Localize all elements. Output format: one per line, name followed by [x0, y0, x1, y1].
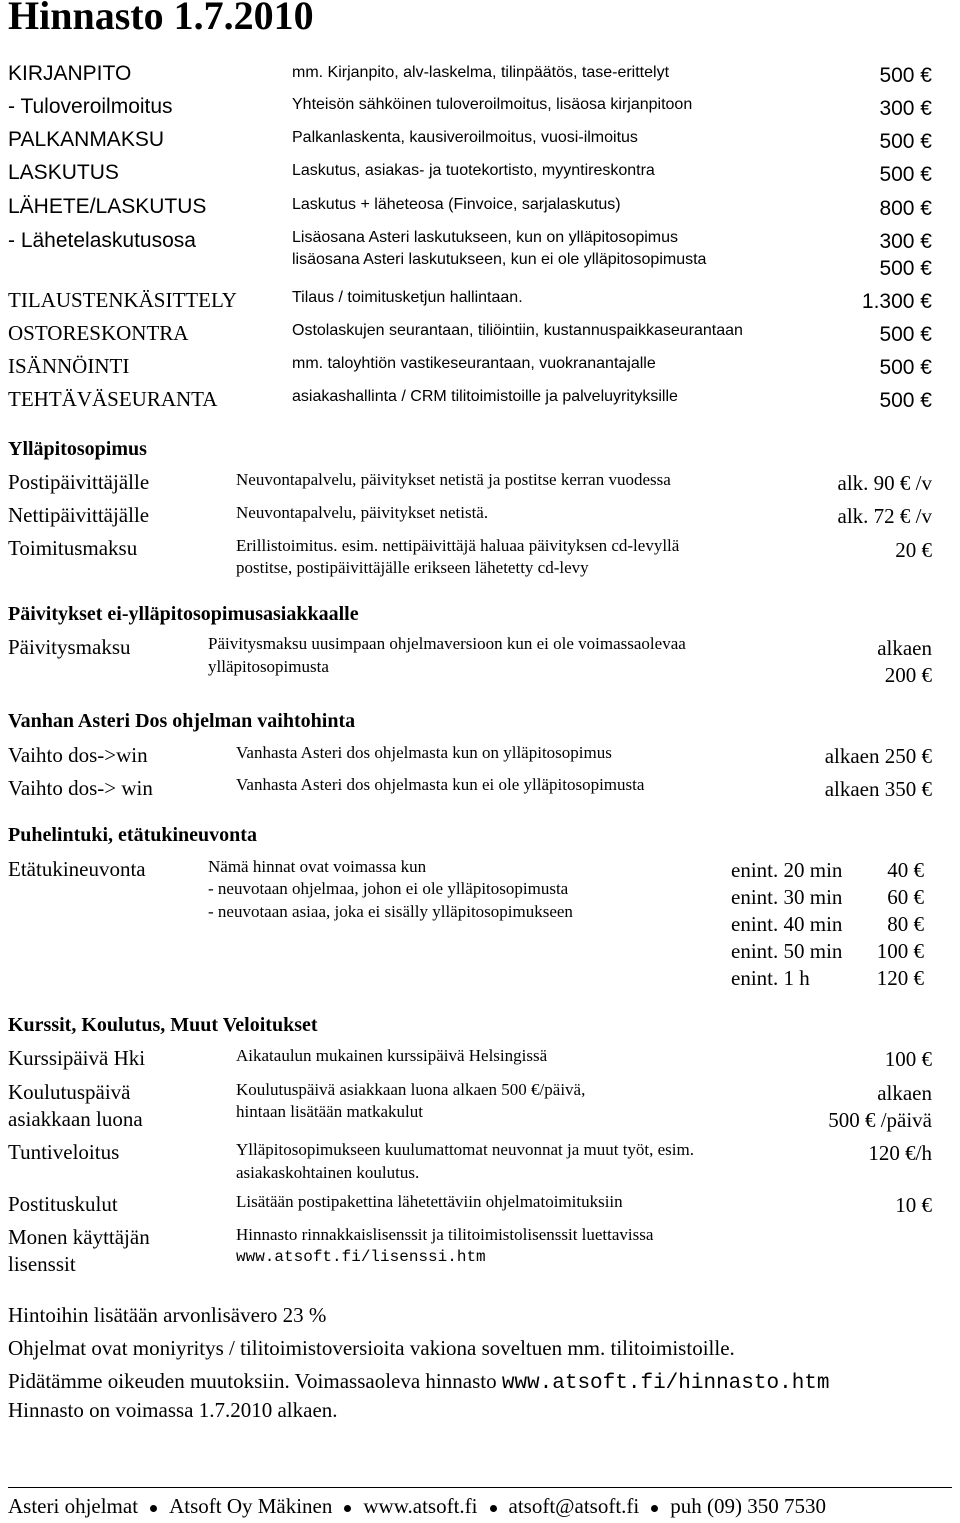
bullet-icon — [150, 1505, 157, 1512]
valid-note: Hinnasto on voimassa 1.7.2010 alkaen. — [8, 1398, 338, 1422]
service-price: 300 € — [879, 230, 932, 253]
tier-time: enint. 30 min — [731, 885, 843, 909]
bullet-icon — [490, 1505, 497, 1512]
license-link[interactable]: www.atsoft.fi/lisenssi.htm — [236, 1248, 486, 1266]
service-price: 500 € — [879, 323, 932, 346]
footer-divider — [8, 1487, 952, 1488]
row-desc: Aikataulun mukainen kurssipäivä Helsingissä — [236, 1046, 548, 1065]
row-desc: Vanhasta Asteri dos ohjelmasta kun ei ole ylläpitosopimusta — [236, 775, 645, 794]
row-label: Etätukineuvonta — [8, 857, 146, 881]
row-label: Postituskulut — [8, 1192, 118, 1216]
row-label: Vaihto dos->win — [8, 743, 148, 767]
footer-phone: puh (09) 350 7530 — [670, 1494, 826, 1518]
service-desc: asiakashallinta / CRM tilitoimistoille ja palveluyrityksille — [292, 388, 678, 405]
service-price: 500 € — [879, 130, 932, 153]
service-label: TEHTÄVÄSEURANTA — [8, 387, 218, 411]
row-label: Toimitusmaksu — [8, 536, 138, 560]
row-desc: Päivitysmaksu uusimpaan ohjelmaversioon kun ei ole voimassaolevaa — [208, 634, 686, 653]
row-label: asiakkaan luona — [8, 1107, 143, 1131]
service-desc: Laskutus, asiakas- ja tuotekortisto, myyntireskontra — [292, 162, 655, 179]
row-desc: Nämä hinnat ovat voimassa kun — [208, 857, 427, 876]
tier-price: 100 € — [876, 939, 924, 963]
service-desc: mm. Kirjanpito, alv-laskelma, tilinpäätös, tase-erittelyt — [292, 64, 670, 81]
footer-email-link[interactable]: atsoft@atsoft.fi — [508, 1494, 640, 1518]
service-price: 500 € — [879, 64, 932, 87]
row-price: alk. 72 € /v — [837, 504, 932, 528]
section-heading: Ylläpitosopimus — [8, 438, 147, 460]
row-price: 500 € /päivä — [828, 1108, 932, 1132]
row-desc: Koulutuspäivä asiakkaan luona alkaen 500 €/päivä, — [236, 1080, 586, 1099]
service-label: KIRJANPITO — [8, 62, 132, 85]
row-price: 100 € — [884, 1047, 932, 1071]
row-price: alkaen 250 € — [824, 744, 932, 768]
row-desc: - neuvotaan ohjelmaa, johon ei ole ylläpitosopimusta — [208, 879, 569, 898]
footer-item: Asteri ohjelmat — [8, 1494, 139, 1518]
row-label: lisenssit — [8, 1252, 76, 1276]
service-desc: Tilaus / toimitusketjun hallintaan. — [292, 289, 523, 306]
row-label: Vaihto dos-> win — [8, 776, 153, 800]
row-label: Postipäivittäjälle — [8, 470, 150, 494]
row-desc: postitse, postipäivittäjälle erikseen lähetetty cd-levy — [236, 558, 589, 577]
tier-time: enint. 1 h — [731, 966, 810, 990]
row-price: alk. 90 € /v — [837, 471, 932, 495]
row-price: alkaen — [877, 1081, 932, 1105]
service-desc: mm. taloyhtiön vastikeseurantaan, vuokranantajalle — [292, 355, 656, 372]
tier-time: enint. 40 min — [731, 912, 843, 936]
service-price: 300 € — [879, 97, 932, 120]
row-label: Tuntiveloitus — [8, 1140, 120, 1164]
service-desc: Palkanlaskenta, kausiveroilmoitus, vuosi-ilmoitus — [292, 129, 638, 146]
row-price: alkaen — [877, 636, 932, 660]
tier-price: 40 € — [887, 858, 924, 882]
row-price: 120 €/h — [868, 1141, 932, 1165]
row-price: 10 € — [895, 1193, 932, 1217]
service-price: 500 € — [879, 389, 932, 412]
tier-time: enint. 50 min — [731, 939, 843, 963]
row-desc: ylläpitosopimusta — [208, 657, 329, 676]
service-label: - Lähetelaskutusosa — [8, 229, 196, 252]
service-price: 500 € — [879, 356, 932, 379]
row-desc: Ylläpitosopimukseen kuulumattomat neuvonnat ja muut työt, esim. — [236, 1140, 694, 1159]
row-label: Koulutuspäivä — [8, 1080, 131, 1104]
service-label: - Tuloveroilmoitus — [8, 95, 173, 118]
row-label: Monen käyttäjän — [8, 1225, 150, 1249]
service-label: OSTORESKONTRA — [8, 321, 189, 345]
vat-note: Hintoihin lisätään arvonlisävero 23 % — [8, 1303, 327, 1327]
row-label: Kurssipäivä Hki — [8, 1046, 146, 1070]
service-desc: lisäosana Asteri laskutukseen, kun ei ole ylläpitosopimusta — [292, 251, 707, 268]
rights-text: Pidätämme oikeuden muutoksiin. Voimassaoleva hinnasto — [8, 1369, 502, 1393]
service-label: LÄHETE/LASKUTUS — [8, 195, 207, 218]
pricelist-link[interactable]: www.atsoft.fi/hinnasto.htm — [501, 1372, 830, 1395]
service-label: ISÄNNÖINTI — [8, 354, 130, 378]
service-price: 500 € — [879, 257, 932, 280]
service-label: TILAUSTENKÄSITTELY — [8, 288, 237, 312]
row-desc: Lisätään postipakettina lähetettäviin ohjelmatoimituksiin — [236, 1192, 623, 1211]
row-desc: Erillistoimitus. esim. nettipäivittäjä haluaa päivityksen cd-levyllä — [236, 536, 680, 555]
row-label: Nettipäivittäjälle — [8, 503, 150, 527]
service-desc: Ostolaskujen seurantaan, tiliöintiin, kustannuspaikkaseurantaan — [292, 322, 743, 339]
row-label: Päivitysmaksu — [8, 635, 131, 659]
section-heading: Kurssit, Koulutus, Muut Veloitukset — [8, 1014, 318, 1036]
row-price: 200 € — [884, 663, 932, 687]
bullet-icon — [344, 1505, 351, 1512]
row-desc: asiakaskohtainen koulutus. — [236, 1163, 420, 1182]
page-title: Hinnasto 1.7.2010 — [8, 0, 314, 38]
row-desc: - neuvotaan asiaa, joka ei sisälly ylläpitosopimukseen — [208, 902, 573, 921]
tier-price: 80 € — [887, 912, 924, 936]
bullet-icon — [651, 1505, 658, 1512]
footer-item: Atsoft Oy Mäkinen — [169, 1494, 333, 1518]
section-heading: Vanhan Asteri Dos ohjelman vaihtohinta — [8, 710, 356, 732]
versions-note: Ohjelmat ovat moniyritys / tilitoimistoversioita vakiona soveltuen mm. tilitoimistoille. — [8, 1336, 735, 1360]
service-desc: Yhteisön sähköinen tuloveroilmoitus, lisäosa kirjanpitoon — [292, 96, 693, 113]
service-desc: Lisäosana Asteri laskutukseen, kun on ylläpitosopimus — [292, 229, 678, 246]
service-price: 1.300 € — [861, 290, 932, 313]
footer-website-link[interactable]: www.atsoft.fi — [363, 1494, 478, 1518]
row-price: alkaen 350 € — [824, 777, 932, 801]
row-desc: Hinnasto rinnakkaislisenssit ja tilitoimistolisenssit luettavissa — [236, 1225, 654, 1244]
footer — [8, 1494, 826, 1519]
service-desc: Laskutus + läheteosa (Finvoice, sarjalaskutus) — [292, 196, 621, 213]
row-desc: Neuvontapalvelu, päivitykset netistä. — [236, 503, 489, 522]
service-label: PALKANMAKSU — [8, 128, 164, 151]
service-label: LASKUTUS — [8, 161, 119, 184]
row-desc: hintaan lisätään matkakulut — [236, 1102, 423, 1121]
section-heading: Puhelintuki, etätukineuvonta — [8, 824, 257, 846]
row-price: 20 € — [895, 538, 932, 562]
tier-time: enint. 20 min — [731, 858, 843, 882]
row-desc: Vanhasta Asteri dos ohjelmasta kun on ylläpitosopimus — [236, 743, 612, 762]
service-price: 800 € — [879, 197, 932, 220]
section-heading: Päivitykset ei-ylläpitosopimusasiakkaalle — [8, 603, 359, 625]
tier-price: 120 € — [876, 966, 924, 990]
rights-note — [8, 1369, 830, 1395]
tier-price: 60 € — [887, 885, 924, 909]
service-price: 500 € — [879, 163, 932, 186]
row-desc: Neuvontapalvelu, päivitykset netistä ja postitse kerran vuodessa — [236, 470, 671, 489]
